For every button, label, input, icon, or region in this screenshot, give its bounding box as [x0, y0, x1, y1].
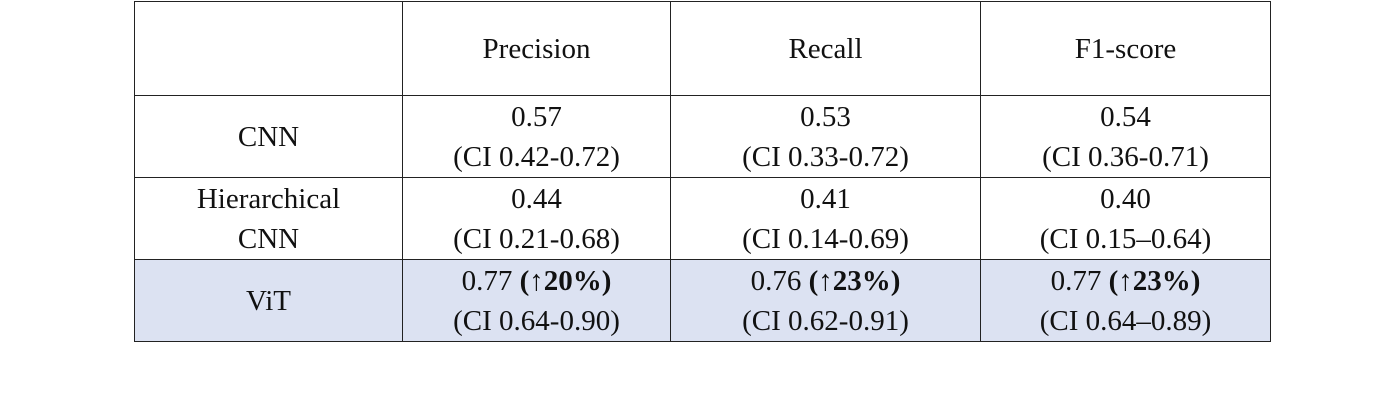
improvement-percent: (↑20%): [519, 264, 612, 297]
model-name-cell: [135, 178, 403, 260]
model-name: CNN: [237, 120, 300, 153]
metric-value: [671, 261, 980, 301]
header-cell-precision: Precision: [403, 2, 671, 96]
metric-value: [981, 179, 1270, 219]
header-cell-empty: [135, 2, 403, 96]
metric-value: [671, 179, 980, 219]
metric-value: [671, 97, 980, 137]
f1-score-cell: [981, 178, 1271, 260]
confidence-interval: (CI 0.64-0.90): [453, 304, 620, 337]
metric-value: [981, 261, 1270, 301]
header-cell-recall: Recall: [671, 2, 981, 96]
metric-number: 0.44: [511, 182, 562, 215]
header-cell-f1-score: F1-score: [981, 2, 1271, 96]
metric-number: 0.54: [1100, 100, 1151, 133]
confidence-interval: (CI 0.14-0.69): [742, 222, 909, 255]
precision-cell: [403, 260, 671, 342]
metric-number: 0.41: [800, 182, 851, 215]
confidence-interval: (CI 0.36-0.71): [1042, 140, 1209, 173]
model-name-cell: [135, 96, 403, 178]
model-name-line-2: CNN: [237, 222, 300, 255]
improvement-percent: (↑23%): [808, 264, 901, 297]
confidence-interval: (CI 0.21-0.68): [453, 222, 620, 255]
confidence-interval: (CI 0.33-0.72): [742, 140, 909, 173]
table-row-vit: [135, 260, 1271, 342]
metric-value: [403, 179, 670, 219]
metric-number: 0.77: [461, 264, 513, 297]
model-name-line-1: Hierarchical: [196, 182, 341, 215]
metric-value: [403, 261, 670, 301]
table-row-cnn: [135, 96, 1271, 178]
metric-number: 0.57: [511, 100, 562, 133]
confidence-interval: (CI 0.64–0.89): [1039, 304, 1212, 337]
metric-number: 0.77: [1050, 264, 1102, 297]
metric-number: 0.40: [1100, 182, 1151, 215]
precision-cell: [403, 96, 671, 178]
confidence-interval: (CI 0.42-0.72): [453, 140, 620, 173]
results-table: [134, 1, 1271, 342]
recall-cell: [671, 178, 981, 260]
metric-number: 0.76: [750, 264, 802, 297]
recall-cell: [671, 260, 981, 342]
header-row: [135, 2, 1271, 96]
model-name: ViT: [246, 284, 291, 317]
f1-score-cell: [981, 260, 1271, 342]
model-name-cell: [135, 260, 403, 342]
confidence-interval: (CI 0.62-0.91): [742, 304, 909, 337]
metric-value: [981, 97, 1270, 137]
metric-number: 0.53: [800, 100, 851, 133]
recall-cell: [671, 96, 981, 178]
precision-cell: [403, 178, 671, 260]
table-row-hierarchical-cnn: [135, 178, 1271, 260]
improvement-percent: (↑23%): [1108, 264, 1201, 297]
f1-score-cell: [981, 96, 1271, 178]
metric-value: [403, 97, 670, 137]
confidence-interval: (CI 0.15–0.64): [1039, 222, 1212, 255]
